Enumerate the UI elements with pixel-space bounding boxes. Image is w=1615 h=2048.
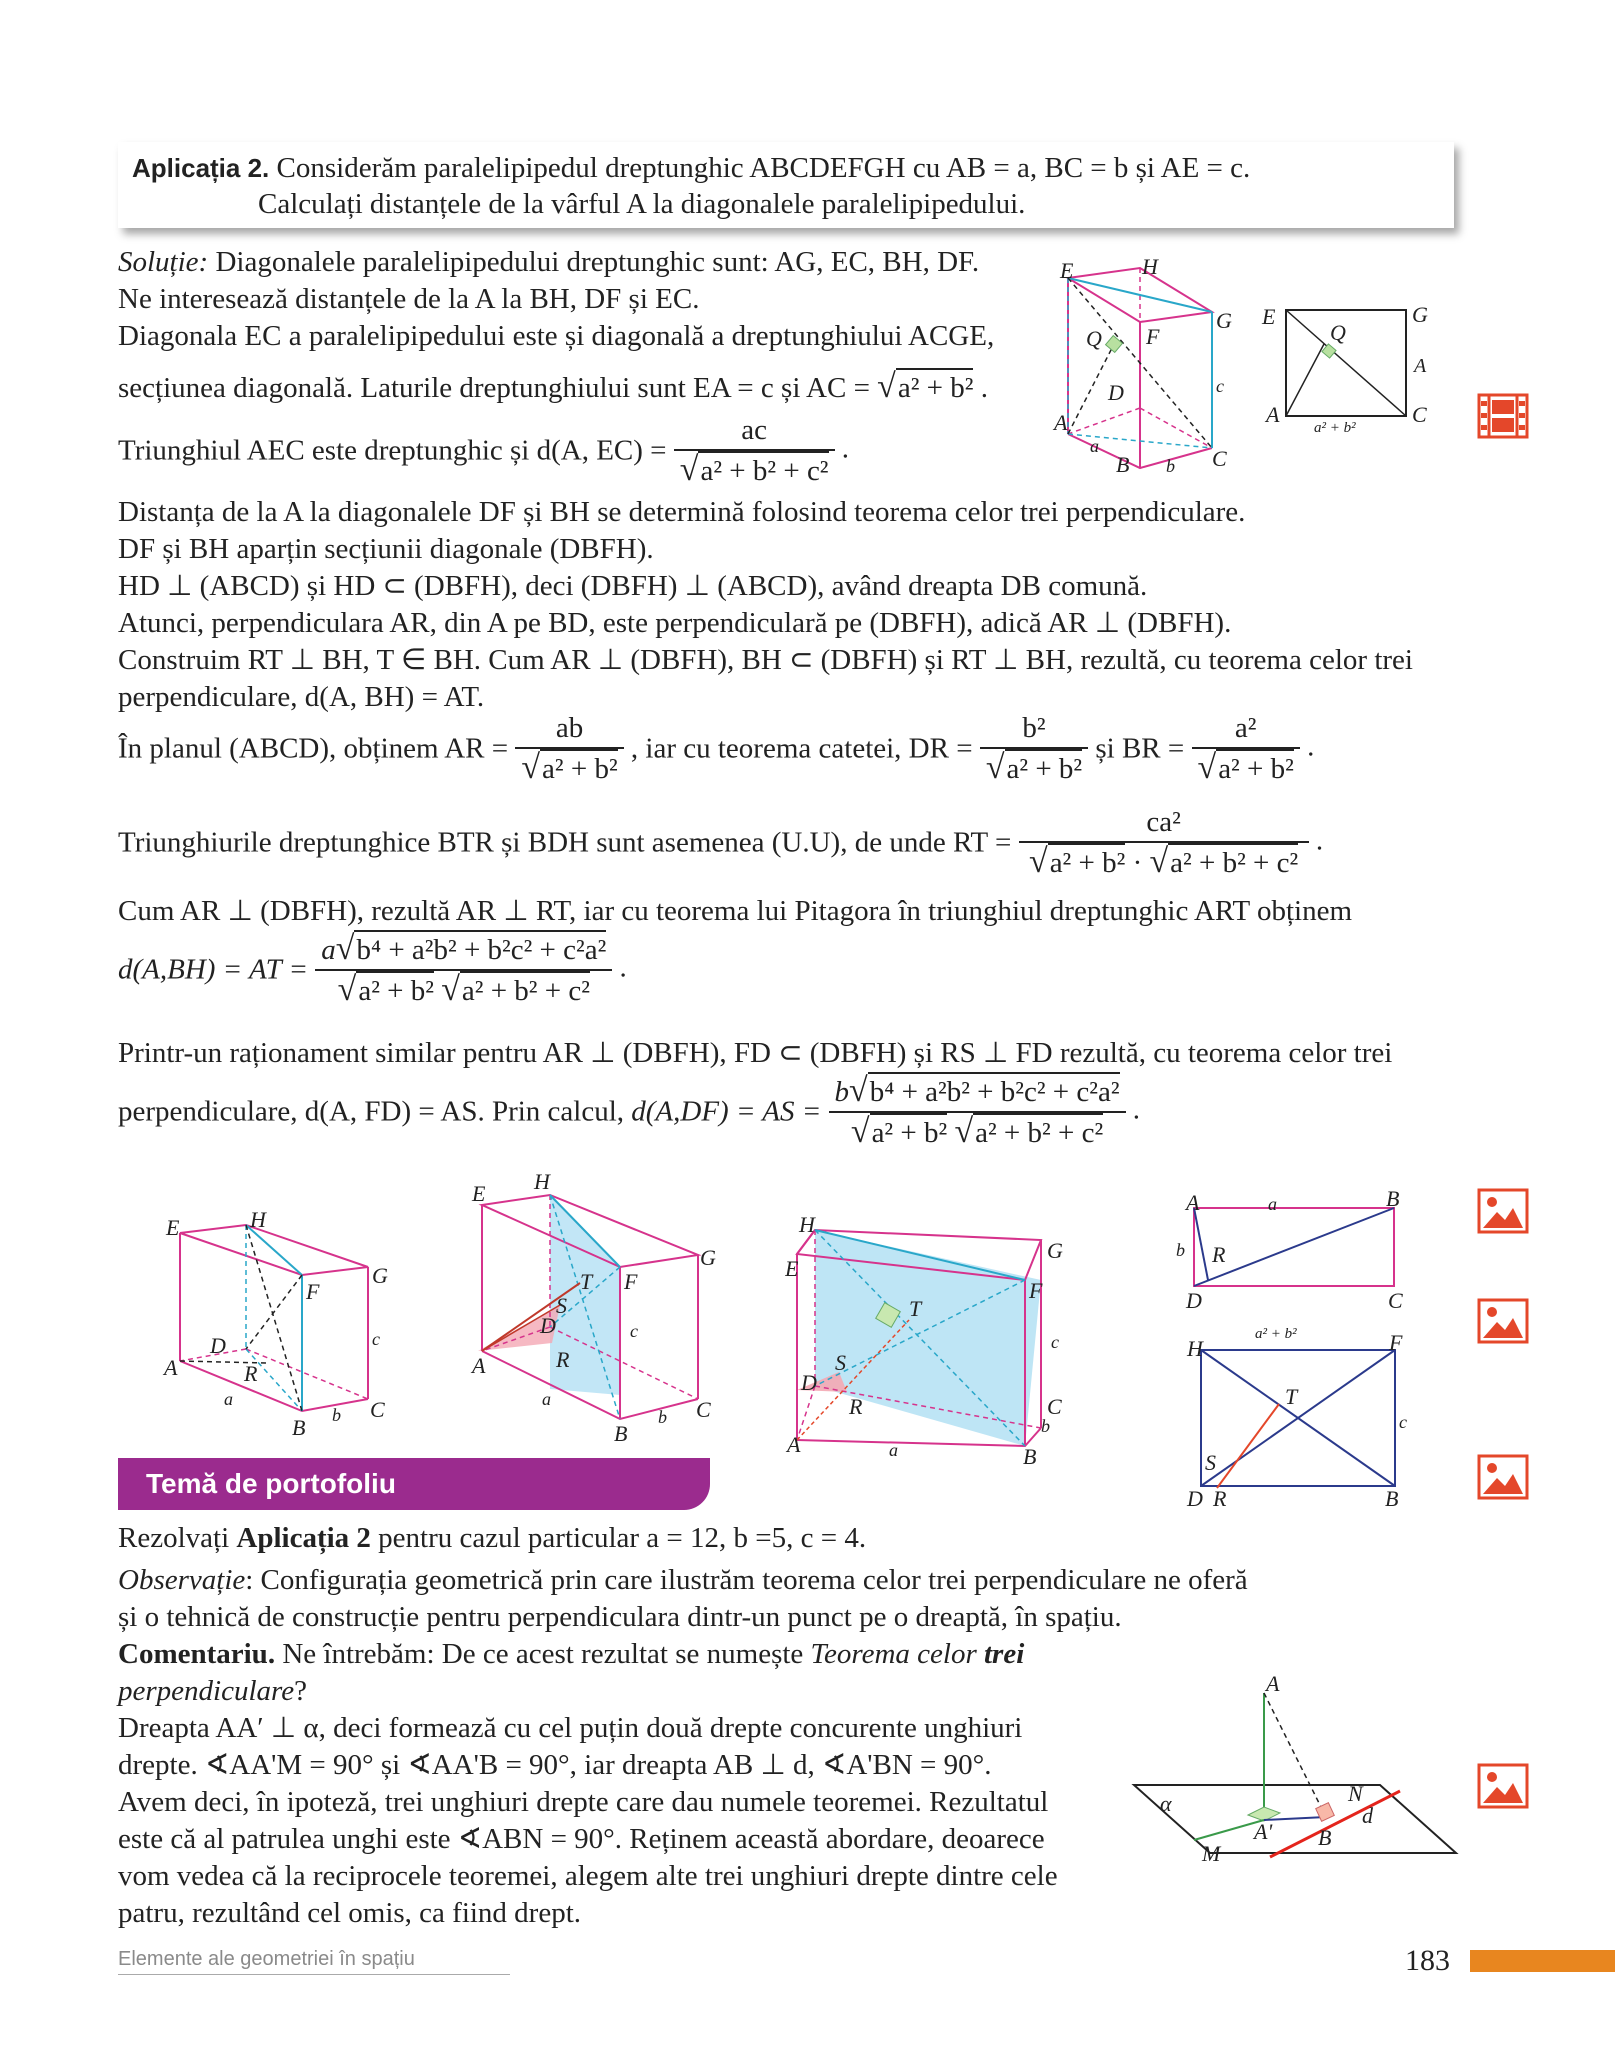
svg-text:A: A: [164, 1355, 178, 1380]
svg-text:α: α: [1160, 1791, 1172, 1816]
label-C: C: [1212, 446, 1227, 471]
label-a: a: [1090, 436, 1099, 456]
svg-text:M: M: [1202, 1841, 1221, 1865]
label-D: D: [1108, 380, 1124, 405]
application-line2: Calculați distanțele de la vârful A la diagonalele paralelipipedului.: [258, 188, 1026, 220]
svg-text:T: T: [909, 1296, 922, 1321]
svg-text:F: F: [306, 1279, 320, 1304]
svg-text:F: F: [1029, 1278, 1043, 1303]
svg-text:A: A: [472, 1353, 486, 1378]
page-accent-bar: [1470, 1950, 1615, 1972]
svg-text:S: S: [556, 1293, 567, 1318]
svg-text:d: d: [1362, 1803, 1373, 1828]
svg-text:A: A: [1186, 1190, 1200, 1215]
svg-text:R: R: [1213, 1486, 1227, 1510]
svg-text:c: c: [1399, 1412, 1407, 1432]
svg-text:R: R: [1212, 1242, 1226, 1267]
svg-text:E: E: [785, 1256, 799, 1281]
label-F: F: [1146, 324, 1160, 349]
svg-text:c: c: [372, 1329, 380, 1349]
solution-line-16: Printr-un raționament similar pentru AR ⊥ (DBFH), FD ⊂ (DBFH) și RS ⊥ FD rezultă, cu teorema celor trei: [118, 1037, 1393, 1069]
three-perpendiculars-figure: [1130, 1665, 1470, 1865]
comentariu-line-7: vom vedea că la reciprocele teoremei, alegem alte trei unghiuri drepte dintre cele: [118, 1860, 1058, 1892]
tema-text: Rezolvați Aplicația 2 pentru cazul particular a = 12, b =5, c = 4.: [118, 1522, 867, 1554]
svg-text:D: D: [540, 1313, 556, 1338]
svg-text:B: B: [1023, 1444, 1037, 1469]
rectangle-DBFH-figure: [1175, 1320, 1435, 1510]
comentariu-line-6: este că al patrulea unghi este ∢ABN = 90°. Reținem această abordare, deoarece: [118, 1823, 1045, 1855]
tema-portofoliu-banner: Temă de portofoliu: [118, 1458, 710, 1510]
svg-text:C: C: [1047, 1394, 1062, 1419]
solution-line-11: perpendiculare, d(A, BH) = AT.: [118, 681, 485, 713]
svg-text:E: E: [472, 1181, 486, 1206]
svg-text:R: R: [849, 1394, 863, 1419]
svg-text:b: b: [1041, 1416, 1050, 1436]
rectangle-ACGE-figure: [1250, 262, 1450, 442]
svg-text:T: T: [1285, 1384, 1298, 1409]
solution-line-5: Triunghiul AEC este dreptunghic și d(A, EC) = $\frac{ac}{\text{√a² + b² + c²}}$ .: [118, 414, 850, 488]
svg-text:a² + b²: a² + b²: [1255, 1326, 1297, 1342]
comentariu-line-4: drepte. ∢AA'M = 90° și ∢AA'B = 90°, iar dreapta AB ⊥ d, ∢A'BN = 90°.: [118, 1749, 992, 1781]
svg-text:a: a: [542, 1389, 551, 1409]
svg-text:a² + b²: a² + b²: [1314, 420, 1356, 436]
fraction-d-A-EC: $\frac{ac}{\text{√a² + b² + c²}}$: [674, 412, 835, 490]
image-icon[interactable]: [1477, 1188, 1529, 1234]
svg-text:F: F: [624, 1269, 638, 1294]
svg-text:D: D: [1187, 1486, 1203, 1510]
svg-text:A: A: [1414, 355, 1427, 377]
solution-line-4: secțiunea diagonală. Laturile dreptunghiului sunt EA = c și AC = √a² + b² .: [118, 368, 988, 405]
parallelepiped-figure-2: [460, 1165, 730, 1455]
image-icon[interactable]: [1477, 1454, 1529, 1500]
svg-text:E: E: [166, 1215, 180, 1240]
svg-text:a: a: [1268, 1194, 1277, 1214]
svg-text:C: C: [370, 1397, 385, 1422]
svg-text:H: H: [1187, 1336, 1203, 1361]
comentariu-line-3: Dreapta AA′ ⊥ α, deci formează cu cel puțin două drepte concurente unghiuri: [118, 1712, 1023, 1744]
svg-text:D: D: [801, 1370, 817, 1395]
parallelepiped-figure-1: [160, 1195, 400, 1445]
label-c: c: [1216, 376, 1224, 396]
svg-text:a: a: [224, 1389, 233, 1409]
parallelepiped-figure-3: [785, 1200, 1095, 1470]
svg-text:D: D: [210, 1333, 226, 1358]
solution-line-7: DF și BH aparțin secțiunii diagonale (DBFH).: [118, 533, 654, 565]
label-b: b: [1166, 456, 1175, 476]
solution-line-6: Distanța de la A la diagonalele DF și BH se determină folosind teorema celor trei perpendiculare.: [118, 496, 1246, 528]
svg-text:G: G: [1047, 1238, 1063, 1263]
svg-text:S: S: [1205, 1450, 1216, 1475]
observatie-line-1: Observație: Configurația geometrică prin care ilustrăm teorema celor trei perpendiculare ne oferă: [118, 1564, 1248, 1596]
solution-line-3: Diagonala EC a paralelipipedului este și diagonală a dreptunghiului ACGE,: [118, 320, 995, 352]
svg-text:S: S: [835, 1350, 846, 1375]
chapter-footer: Elemente ale geometriei în spațiu: [118, 1948, 510, 1975]
solution-line-14: Cum AR ⊥ (DBFH), rezultă AR ⊥ RT, iar cu teorema lui Pitagora în triunghiul dreptunghic ART obținem: [118, 895, 1353, 927]
comentariu-line-1: Comentariu. Ne întrebăm: De ce acest rezultat se numește Teorema celor trei: [118, 1638, 1025, 1670]
svg-text:H: H: [250, 1207, 266, 1232]
svg-text:N: N: [1348, 1781, 1363, 1806]
application-box: [118, 142, 1454, 228]
application-line1: Aplicația 2. Considerăm paralelipipedul dreptunghic ABCDEFGH cu AB = a, BC = b și AE = c.: [132, 152, 1251, 184]
svg-text:A: A: [1266, 402, 1280, 427]
film-icon[interactable]: [1477, 393, 1529, 439]
comentariu-line-8: patru, rezultând cel omis, ca fiind drept.: [118, 1897, 582, 1929]
image-icon[interactable]: [1477, 1763, 1529, 1809]
svg-text:B: B: [1318, 1825, 1332, 1850]
label-G: G: [1216, 308, 1232, 333]
svg-text:b: b: [1176, 1240, 1185, 1260]
svg-text:H: H: [799, 1212, 815, 1237]
svg-text:b: b: [332, 1405, 341, 1425]
solution-line-9: Atunci, perpendiculara AR, din A pe BD, este perpendiculară pe (DBFH), adică AR ⊥ (DBFH).: [118, 607, 1232, 639]
svg-text:E: E: [1262, 304, 1276, 329]
svg-text:b: b: [658, 1407, 667, 1427]
svg-text:c: c: [1051, 1332, 1059, 1352]
svg-text:c: c: [630, 1321, 638, 1341]
svg-text:B: B: [292, 1415, 306, 1440]
observatie-line-2: și o tehnică de construcție pentru perpendiculara dintr-un punct pe o dreaptă, în spațiu.: [118, 1601, 1122, 1633]
svg-text:D: D: [1186, 1288, 1202, 1310]
svg-text:F: F: [1389, 1330, 1403, 1355]
svg-text:C: C: [696, 1397, 711, 1422]
solution-line-2: Ne interesează distanțele de la A la BH, DF și EC.: [118, 283, 700, 315]
page-number: 183: [1405, 1944, 1450, 1977]
svg-text:A: A: [787, 1432, 801, 1457]
svg-text:B: B: [614, 1421, 628, 1446]
label-Q: Q: [1086, 326, 1102, 351]
svg-text:R: R: [244, 1361, 258, 1386]
svg-text:a: a: [889, 1440, 898, 1460]
label-B: B: [1116, 452, 1130, 477]
svg-text:A': A': [1254, 1819, 1273, 1844]
svg-text:Q: Q: [1330, 320, 1346, 345]
comentariu-line-5: Avem deci, în ipoteză, trei unghiuri drepte care dau numele teoremei. Rezultatul: [118, 1786, 1049, 1818]
svg-text:G: G: [1412, 302, 1428, 327]
solution-line-10: Construim RT ⊥ BH, T ∈ BH. Cum AR ⊥ (DBFH), BH ⊂ (DBFH) și RT ⊥ BH, rezultă, cu teorema celor trei: [118, 644, 1413, 676]
svg-text:C: C: [1412, 402, 1427, 427]
solution-line-8: HD ⊥ (ABCD) și HD ⊂ (DBFH), deci (DBFH) ⊥ (ABCD), având dreapta DB comună.: [118, 570, 1148, 602]
label-A: A: [1054, 410, 1068, 435]
solution-line-1: Soluție: Diagonalele paralelipipedului dreptunghic sunt: AG, EC, BH, DF.: [118, 246, 980, 278]
solution-line-13: Triunghiurile dreptunghice BTR și BDH sunt asemenea (U.U), de unde RT = $\frac{\text{ca²}}{\text{√a² + b² · √a² + b² + c²}}$ .: [118, 806, 1324, 880]
rectangle-ABCD-figure: [1168, 1190, 1428, 1310]
svg-text:A: A: [1266, 1671, 1280, 1696]
svg-text:B: B: [1385, 1486, 1399, 1510]
application-label: Aplicația 2.: [132, 153, 270, 183]
svg-text:H: H: [534, 1169, 550, 1194]
svg-text:C: C: [1388, 1288, 1403, 1310]
solution-line-12: În planul (ABCD), obținem AR = $\frac{ab}{\text{√a² + b²}}$ , iar cu teorema catetei, DR = $\frac{\text{b²}}{\text{√a² + b²}}$ și BR = $\frac{\text{a²}}{\text{√a² + b²}}$ .: [118, 712, 1315, 786]
solution-line-17: perpendiculare, d(A, FD) = AS. Prin calcul, d(A,DF) = AS = $\frac{\text{b√b⁴ + a²b² + b²c² + c²a²}}{\text{√a² + b² √a² + b² + c²}}$ .: [118, 1072, 1141, 1150]
svg-text:G: G: [700, 1245, 716, 1270]
svg-text:R: R: [556, 1347, 570, 1372]
label-E: E: [1060, 258, 1074, 283]
comentariu-line-2: perpendiculare?: [118, 1675, 307, 1707]
svg-text:G: G: [372, 1263, 388, 1288]
image-icon[interactable]: [1477, 1298, 1529, 1344]
label-H: H: [1142, 254, 1158, 279]
svg-text:T: T: [580, 1269, 593, 1294]
svg-text:B: B: [1386, 1190, 1400, 1211]
parallelepiped-figure-top: [1040, 250, 1260, 480]
solution-line-15: d(A,BH) = AT = $\frac{\text{a√b⁴ + a²b² + b²c² + c²a²}}{\text{√a² + b² √a² + b² + c²}}$ .: [118, 930, 627, 1008]
